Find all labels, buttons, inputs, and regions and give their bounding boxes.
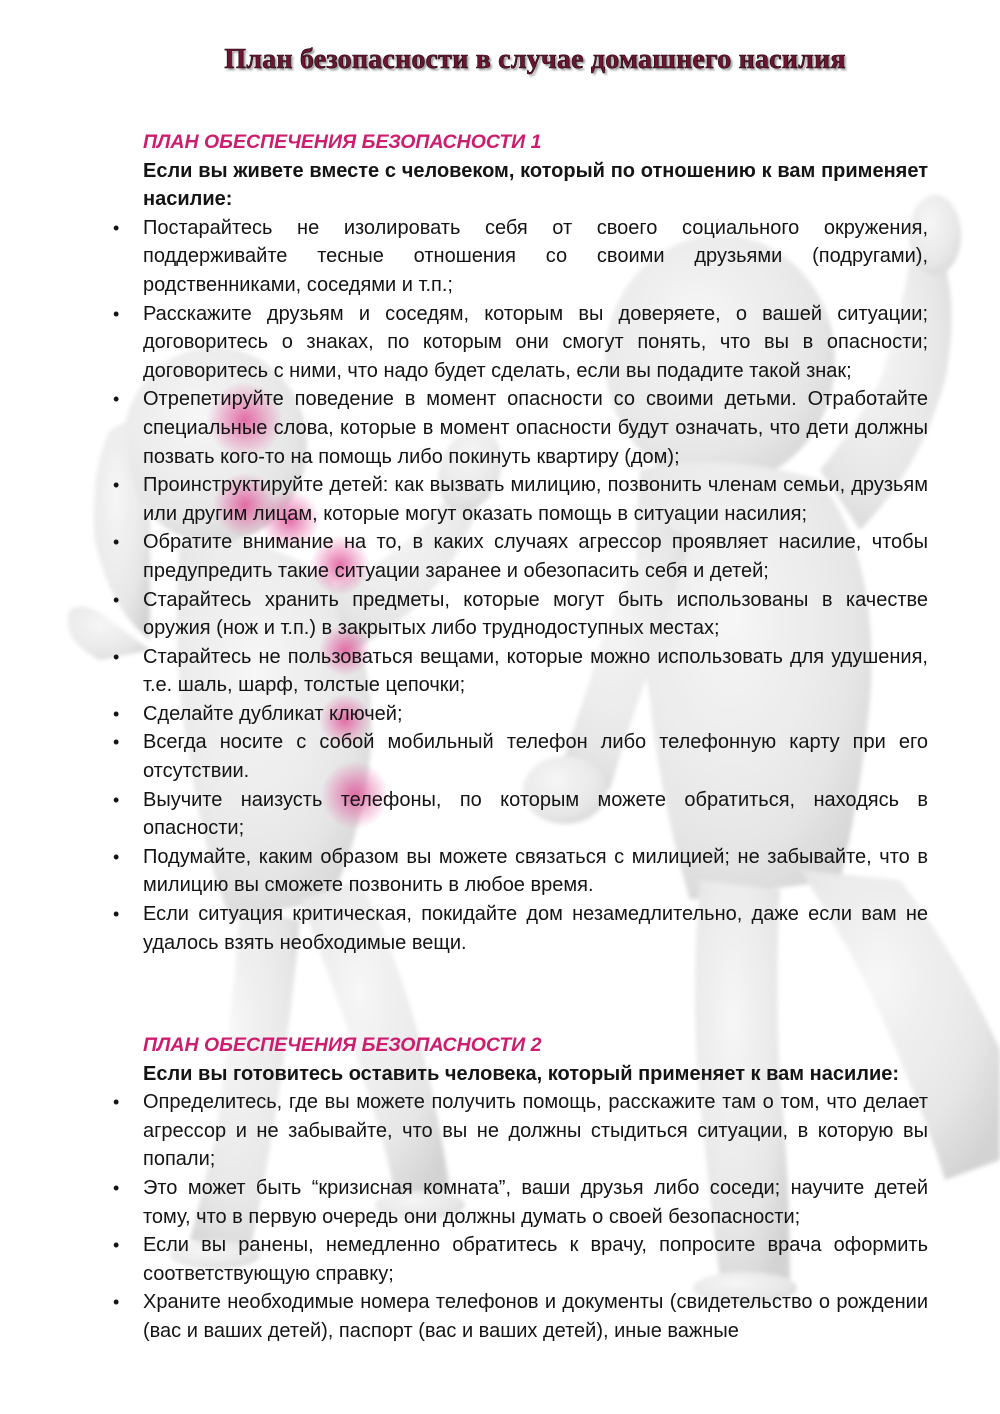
bullet-icon: •	[113, 789, 120, 810]
list-item-text: Всегда носите с собой мобильный телефон либо телефонную карту при его отсутствии.	[143, 731, 928, 783]
list-item	[113, 471, 928, 528]
bullet-list	[113, 214, 928, 957]
list-item-text: Обратите внимание на то, в каких случаях агрессор проявляет насилие, чтобы предупредить такие ситуации заранее и обезопасить себя и детей;	[143, 531, 928, 582]
list-item	[113, 214, 928, 300]
list-item	[113, 586, 928, 643]
list-item-text: Определитесь, где вы можете получить помощь, расскажите там о том, что делает агрессор и не забывайте, что вы не должны стыдиться ситуации, в которую вы попали;	[143, 1091, 928, 1171]
list-item-text: Постарайтесь не изолировать себя от своего социального окружения, поддерживайте тесные отношения со своими друзьями (подругами), родственниками, соседями и т.п.;	[143, 216, 928, 296]
bullet-icon: •	[113, 846, 120, 867]
list-item-text: Проинструктируйте детей: как вызвать милицию, позвонить членам семьи, друзьям или другим лицам, которые могут оказать помощь в ситуации насилия;	[143, 474, 928, 525]
bullet-icon: •	[113, 904, 120, 925]
list-item	[113, 786, 928, 843]
section-plan-1	[113, 128, 928, 957]
section-heading: ПЛАН ОБЕСПЕЧЕНИЯ БЕЗОПАСНОСТИ 1	[143, 131, 542, 153]
list-item-text: Подумайте, каким образом вы можете связаться с милицией; не забывайте, что в милицию вы сможете позвонить в любое время.	[143, 845, 928, 897]
list-item	[113, 728, 928, 785]
list-item-text: Отрепетируйте поведение в момент опасности со своими детьми. Отработайте специальные слова, которые в момент опасности будут означать, что дети должны позвать кого-то на помощь либо покинуть квартиру (дом);	[143, 388, 928, 468]
list-item	[113, 1231, 928, 1288]
list-item	[113, 1174, 928, 1231]
list-item-text: Выучите наизусть телефоны, по которым можете обратиться, находясь в опасности;	[143, 788, 928, 840]
bullet-icon: •	[113, 1235, 120, 1256]
list-item	[113, 643, 928, 700]
list-item-text: Сделайте дубликат ключей;	[143, 702, 403, 725]
list-item	[113, 385, 928, 471]
bullet-icon: •	[113, 732, 120, 753]
list-item-text: Старайтесь не пользоваться вещами, которые можно использовать для удушения, т.е. шаль, шарф, толстые цепочки;	[143, 645, 928, 697]
list-item	[113, 1288, 928, 1345]
list-item-text: Это может быть “кризисная комната”, ваши друзья либо соседи; научите детей тому, что в первую очередь они должны думать о своей безопасности;	[143, 1176, 928, 1228]
list-item	[113, 700, 928, 729]
bullet-icon: •	[113, 217, 120, 238]
section-plan-2	[113, 1031, 928, 1346]
bullet-icon: •	[113, 646, 120, 667]
bullet-icon: •	[113, 532, 120, 553]
list-item-text: Храните необходимые номера телефонов и документы (свидетельство о рождении (вас и ваших детей), паспорт (вас и ваших детей), иные важные	[143, 1291, 928, 1342]
list-item-text: Если вы ранены, немедленно обратитесь к врачу, попросите врача оформить соответствующую справку;	[143, 1234, 928, 1285]
list-item-text: Старайтесь хранить предметы, которые могут быть использованы в качестве оружия (нож и т.п.) в закрытых либо труднодоступных местах;	[143, 588, 928, 640]
bullet-list	[113, 1088, 928, 1345]
bullet-icon: •	[113, 703, 120, 724]
bullet-icon: •	[113, 475, 120, 496]
list-item-text: Если ситуация критическая, покидайте дом незамедлительно, даже если вам не удалось взять необходимые вещи.	[143, 903, 928, 954]
list-item-text: Расскажите друзьям и соседям, которым вы доверяете, о вашей ситуации; договоритесь о знаках, по которым они смогут понять, что вы в опасности; договоритесь с ними, что надо будет сделать, если вы подадите такой знак;	[143, 302, 928, 382]
bullet-icon: •	[113, 1092, 120, 1113]
list-item	[113, 900, 928, 957]
list-item	[113, 300, 928, 386]
bullet-icon: •	[113, 1177, 120, 1198]
section-intro: Если вы живете вместе с человеком, который по отношению к вам применяет насилие:	[143, 159, 928, 211]
list-item	[113, 1088, 928, 1174]
section-heading: ПЛАН ОБЕСПЕЧЕНИЯ БЕЗОПАСНОСТИ 2	[143, 1034, 542, 1056]
bullet-icon: •	[113, 303, 120, 324]
document-title: План безопасности в случае домашнего насилия	[224, 44, 846, 75]
bullet-icon: •	[113, 389, 120, 410]
bullet-icon: •	[113, 1292, 120, 1313]
list-item	[113, 843, 928, 900]
bullet-icon: •	[113, 589, 120, 610]
section-intro: Если вы готовитесь оставить человека, который применяет к вам насилие:	[143, 1062, 900, 1085]
list-item	[113, 528, 928, 585]
